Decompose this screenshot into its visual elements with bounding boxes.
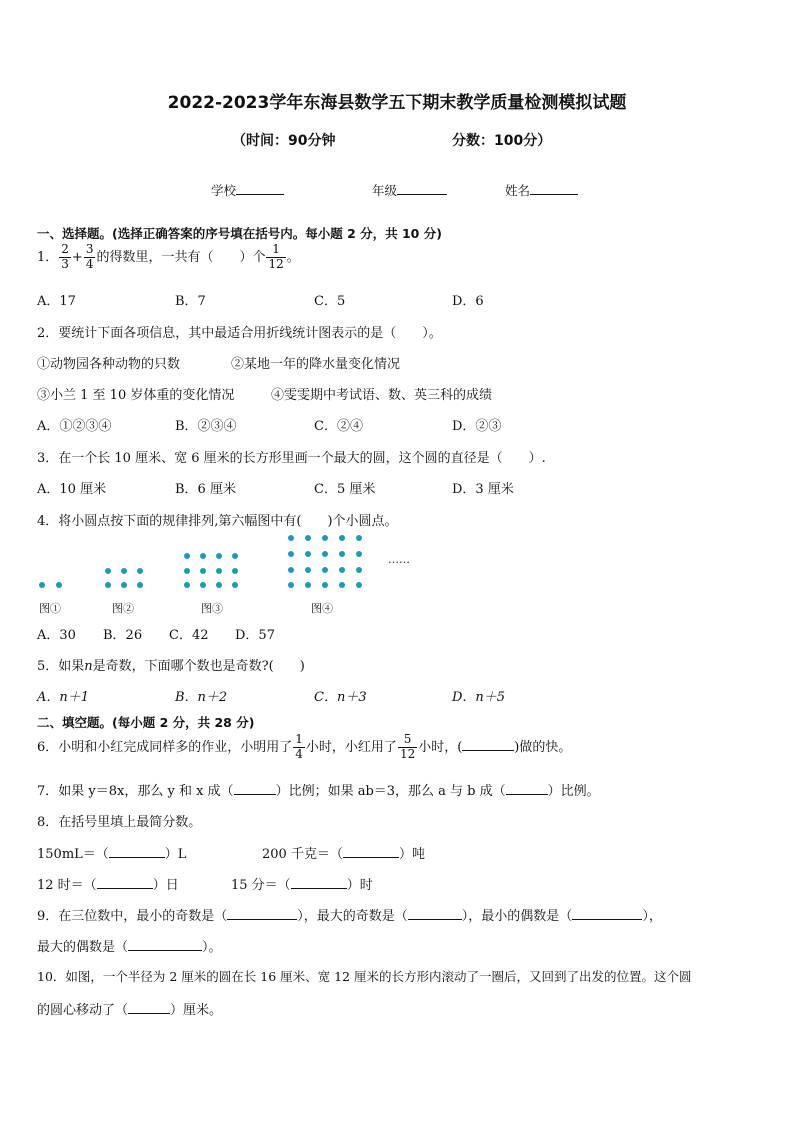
fraction: $\frac{1}{12}$ (268, 242, 284, 271)
fraction: $\frac{2}{3}$ (61, 242, 69, 271)
pattern-dot (339, 551, 345, 557)
q5-option-d[interactable]: D．n＋5 (452, 690, 506, 705)
page-title: 2022-2023学年东海县数学五下期末教学质量检测模拟试题 (167, 93, 627, 113)
question-8: 8．在括号里填上最简分数。 (37, 815, 202, 830)
pattern-dot (105, 582, 111, 588)
q4-option-d[interactable]: D．57 (235, 628, 275, 643)
answer-blank[interactable] (234, 793, 276, 795)
q2-option-a[interactable]: A．①②③④ (37, 419, 112, 434)
pattern-dot (184, 568, 190, 574)
question-3: 3．在一个长 10 厘米、宽 6 厘米的长方形里画一个最大的圆，这个圆的直径是（ ）. (37, 451, 546, 466)
answer-blank[interactable] (109, 856, 165, 858)
question-10: 10．如图，一个半径为 2 厘米的圆在长 16 厘米、宽 12 厘米的长方形内滚动了一圈后，又回到了出发的位置。这个圆 (37, 969, 692, 984)
pattern-dot (137, 582, 143, 588)
pattern-dot (184, 582, 190, 588)
pattern-dot (322, 567, 328, 573)
q3-option-c[interactable]: C．5 厘米 (314, 482, 376, 497)
pattern-dot (137, 568, 143, 574)
pattern-dot (305, 567, 311, 573)
pattern-dot (232, 582, 238, 588)
q5-option-b[interactable]: B．n＋2 (175, 690, 228, 705)
school-blank[interactable] (236, 193, 284, 195)
question-9-cont: 最大的偶数是（ ）。 (37, 940, 222, 955)
pattern-dot (305, 582, 311, 588)
dot-pattern-figure (0, 0, 794, 1)
q3-option-d[interactable]: D．3 厘米 (452, 482, 514, 497)
pattern-dot (288, 535, 294, 541)
q2-option-b[interactable]: B．②③④ (175, 419, 237, 434)
pattern-dot (322, 535, 328, 541)
question-5: 5．如果n是奇数，下面哪个数也是奇数?( ) (37, 659, 305, 674)
grade-label: 年级 (372, 183, 398, 198)
q1-option-d[interactable]: D．6 (452, 294, 484, 309)
question-9: 9．在三位数中，最小的奇数是（ ），最大的奇数是（ ），最小的偶数是（ ）， (37, 909, 662, 924)
pattern-dot (339, 582, 345, 588)
pattern-dot (288, 582, 294, 588)
section-2-heading: 二、填空题。(每小题 2 分，共 28 分) (37, 715, 255, 730)
answer-blank[interactable] (97, 887, 153, 889)
q4-option-c[interactable]: C．42 (169, 628, 209, 643)
question-4: 4．将小圆点按下面的规律排列,第六幅图中有( )个小圆点。 (37, 514, 398, 529)
pattern-dot (356, 535, 362, 541)
pattern-dot (322, 551, 328, 557)
pattern-ellipsis: …… (388, 553, 410, 566)
pattern-dot (105, 568, 111, 574)
q8-line-2a: 12 时＝（ ）日 (37, 878, 179, 893)
question-2: 2．要统计下面各项信息，其中最适合用折线统计图表示的是（ ）。 (37, 326, 442, 341)
name-field (505, 181, 578, 199)
grade-blank[interactable] (397, 193, 447, 195)
answer-blank[interactable] (506, 793, 548, 795)
q8-line-1b: 200 千克＝（ ）吨 (262, 847, 425, 862)
exam-score: 分数：100分） (452, 133, 552, 149)
q2-item-3: ③小兰 1 至 10 岁体重的变化情况 (37, 388, 235, 403)
pattern-dot (339, 567, 345, 573)
fraction: $\frac{5}{12}$ (399, 732, 416, 761)
pattern-dot (200, 553, 206, 559)
question-1: 1． $\frac{2}{3}$ + $\frac{3}{4}$ 的得数里，一共有（ ）个 $\frac{1}{12}$ 。 (37, 242, 300, 271)
pattern-dot (232, 568, 238, 574)
q1-option-c[interactable]: C．5 (314, 294, 346, 309)
answer-blank[interactable] (343, 856, 399, 858)
q4-option-a[interactable]: A．30 (37, 628, 76, 643)
q1-number: 1． (37, 249, 59, 265)
pattern-dot (305, 535, 311, 541)
answer-blank[interactable] (408, 918, 462, 920)
figure-label-3: 图③ (201, 602, 223, 615)
answer-blank[interactable] (128, 1012, 170, 1014)
q3-option-a[interactable]: A．10 厘米 (37, 482, 107, 497)
q2-option-d[interactable]: D．②③ (452, 419, 502, 434)
pattern-dot (288, 567, 294, 573)
q2-item-4: ④雯雯期中考试语、数、英三科的成绩 (271, 388, 493, 403)
exam-time: （时间：90分钟 (232, 133, 336, 149)
pattern-dot (184, 553, 190, 559)
pattern-dot (339, 535, 345, 541)
q5-option-a[interactable]: A．n＋1 (37, 690, 90, 705)
pattern-dot (305, 551, 311, 557)
answer-blank[interactable] (128, 949, 202, 951)
name-label: 姓名 (505, 183, 531, 198)
section-1-heading: 一、选择题。(选择正确答案的序号填在括号内。每小题 2 分，共 10 分) (37, 226, 442, 241)
pattern-dot (216, 568, 222, 574)
q1-option-a[interactable]: A．17 (37, 294, 76, 309)
q1-option-b[interactable]: B．7 (175, 294, 206, 309)
variable-n: n (84, 659, 93, 674)
pattern-dot (356, 551, 362, 557)
answer-blank[interactable] (462, 749, 514, 751)
pattern-dot (216, 582, 222, 588)
pattern-dot (200, 568, 206, 574)
pattern-dot (56, 582, 62, 588)
pattern-dot (200, 582, 206, 588)
pattern-dot (288, 551, 294, 557)
pattern-dot (356, 582, 362, 588)
q2-item-2: ②某地一年的降水量变化情况 (231, 357, 401, 372)
fraction: $\frac{3}{4}$ (85, 242, 94, 271)
q8-line-1a: 150mL＝（ ）L (37, 847, 187, 862)
grade-field (372, 181, 447, 199)
answer-blank[interactable] (572, 918, 642, 920)
school-label: 学校 (211, 183, 237, 198)
pattern-dot (232, 553, 238, 559)
q8-line-2b: 15 分＝（ ）时 (231, 878, 373, 893)
fraction: $\frac{1}{4}$ (295, 732, 303, 761)
question-7: 7．如果 y＝8x，那么 y 和 x 成（ ）比例；如果 ab＝3，那么 a 与 b 成（ ）比例。 (37, 784, 600, 799)
pattern-dot (216, 553, 222, 559)
answer-blank[interactable] (227, 918, 297, 920)
question-10-cont: 的圆心移动了（ ）厘米。 (37, 1003, 223, 1018)
pattern-dot (39, 582, 45, 588)
answer-blank[interactable] (291, 887, 347, 889)
pattern-dot (121, 568, 127, 574)
q2-option-c[interactable]: C．②④ (314, 419, 363, 434)
figure-label-2: 图② (112, 602, 134, 615)
name-blank[interactable] (530, 193, 578, 195)
q5-option-c[interactable]: C．n＋3 (314, 690, 367, 705)
q3-option-b[interactable]: B．6 厘米 (175, 482, 236, 497)
school-field (211, 181, 284, 199)
pattern-dot (322, 582, 328, 588)
q2-item-1: ①动物园各种动物的只数 (37, 357, 181, 372)
pattern-dot (121, 582, 127, 588)
pattern-dot (356, 567, 362, 573)
figure-label-4: 图④ (311, 602, 333, 615)
question-6: 6．小明和小红完成同样多的作业，小明用了 $\frac{1}{4}$ 小时，小红用了 $\frac{5}{12}$ 小时，( )做的快。 (37, 732, 572, 761)
q4-option-b[interactable]: B．26 (103, 628, 143, 643)
figure-label-1: 图① (39, 602, 61, 615)
